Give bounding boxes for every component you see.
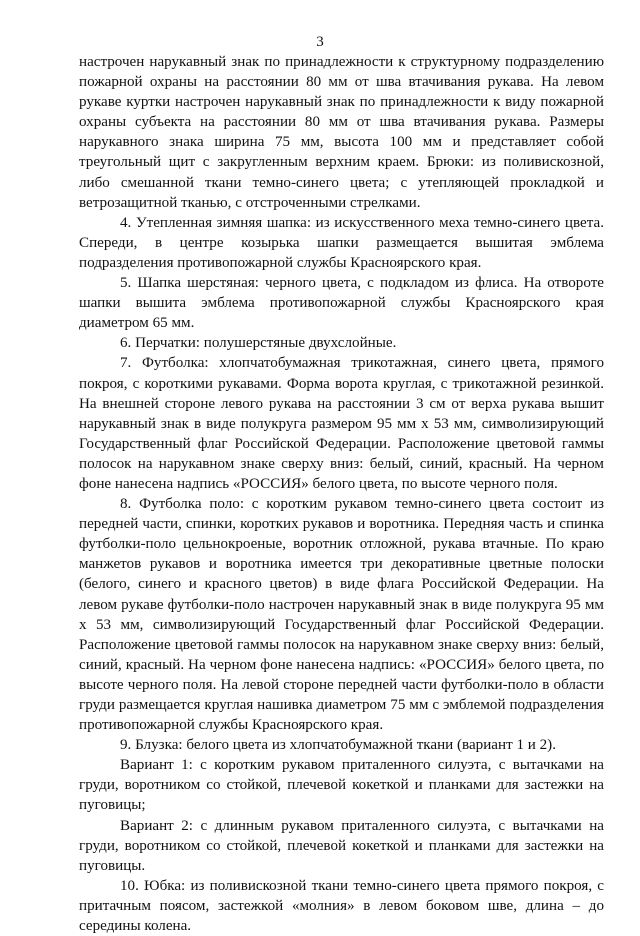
paragraph-gloves: 6. Перчатки: полушерстяные двухслойные. — [120, 335, 397, 352]
page-number: 3 — [316, 34, 324, 50]
document-body — [79, 52, 604, 936]
paragraph-tshirt: 7. Футболка: хлопчатобумажная трикотажная, синего цвета, прямого покроя, с короткими рукавами. Форма ворота круглая, с трикотажной резинкой. На внешней стороне левого рукава на расстоянии 3 см от верха рукава вышит нарукавный знак в виде полукруга размером 95 мм х 53 мм, символизирующий Государственный флаг Российской Федерации. Расположение цветовой гаммы полосок на нарукавном знаке сверху вниз: белый, синий, красный. На черном фоне нанесена надпись «РОССИЯ» белого цвета, по высоте черного поля. — [79, 355, 604, 492]
paragraph-wool-hat: 5. Шапка шерстяная: черного цвета, с подкладом из флиса. На отвороте шапки вышита эмблема противопожарной службы Красноярского края диаметром 65 мм. — [79, 275, 604, 332]
paragraph-blouse-variant-2: Вариант 2: с длинным рукавом приталенного силуэта, с вытачками на груди, воротником со стойкой, плечевой кокеткой и планками для застежки на пуговицы. — [79, 817, 604, 874]
paragraph-continuation: настрочен нарукавный знак по принадлежности к структурному подразделению пожарной охраны на расстоянии 80 мм от шва втачивания рукава. На левом рукаве куртки настрочен нарукавный знак по принадлежности к виду пожарной охраны субъекта на расстоянии 80 мм от шва втачивания рукава. Размеры нарукавного знака ширина 75 мм, высота 100 мм и представляет собой треугольный щит с закругленным верхним краем. Брюки: из поливискозной, либо смешанной ткани темно-синего цвета; с утепляющей прокладкой и ветрозащитной тканью, с отстроченными стрелками. — [79, 54, 604, 211]
paragraph-blouse: 9. Блузка: белого цвета из хлопчатобумажной ткани (вариант 1 и 2). — [120, 737, 556, 754]
paragraph-blouse-variant-1: Вариант 1: с коротким рукавом приталенного силуэта, с вытачками на груди, воротником со стойкой, плечевой кокеткой и планками для застежки на пуговицы; — [79, 757, 604, 814]
paragraph-polo-shirt: 8. Футболка поло: с коротким рукавом темно-синего цвета состоит из передней части, спинки, коротких рукавов и воротника. Передняя часть и спинка футболки-поло цельнокроеные, воротник отложной, рукава втачные. По краю манжетов рукавов и воротника имеется три декоративные цветные полоски (белого, синего и красного цветов) в виде флага Российской Федерации. На левом рукаве футболки-поло настрочен нарукавный знак в виде полукруга 95 мм х 53 мм, символизирующий Государственный флаг Российской Федерации. Расположение цветовой гаммы полосок на нарукавном знаке сверху вниз: белый, синий, красный. На черном фоне нанесена надпись: «РОССИЯ» белого цвета, по высоте черного поля. На левой стороне передней части футболки-поло в области груди размещается круглая нашивка диаметром 75 мм с эмблемой подразделения противопожарной службы Красноярского края. — [79, 496, 604, 734]
paragraph-skirt: 10. Юбка: из поливискозной ткани темно-синего цвета прямого покроя, с притачным поясом, застежкой «молния» в левом боковом шве, длина – до середины колена. — [79, 877, 604, 935]
paragraph-winter-hat: 4. Утепленная зимняя шапка: из искусственного меха темно-синего цвета. Спереди, в центре козырька шапки размещается вышитая эмблема подразделения противопожарной службы Красноярского края. — [79, 214, 604, 271]
